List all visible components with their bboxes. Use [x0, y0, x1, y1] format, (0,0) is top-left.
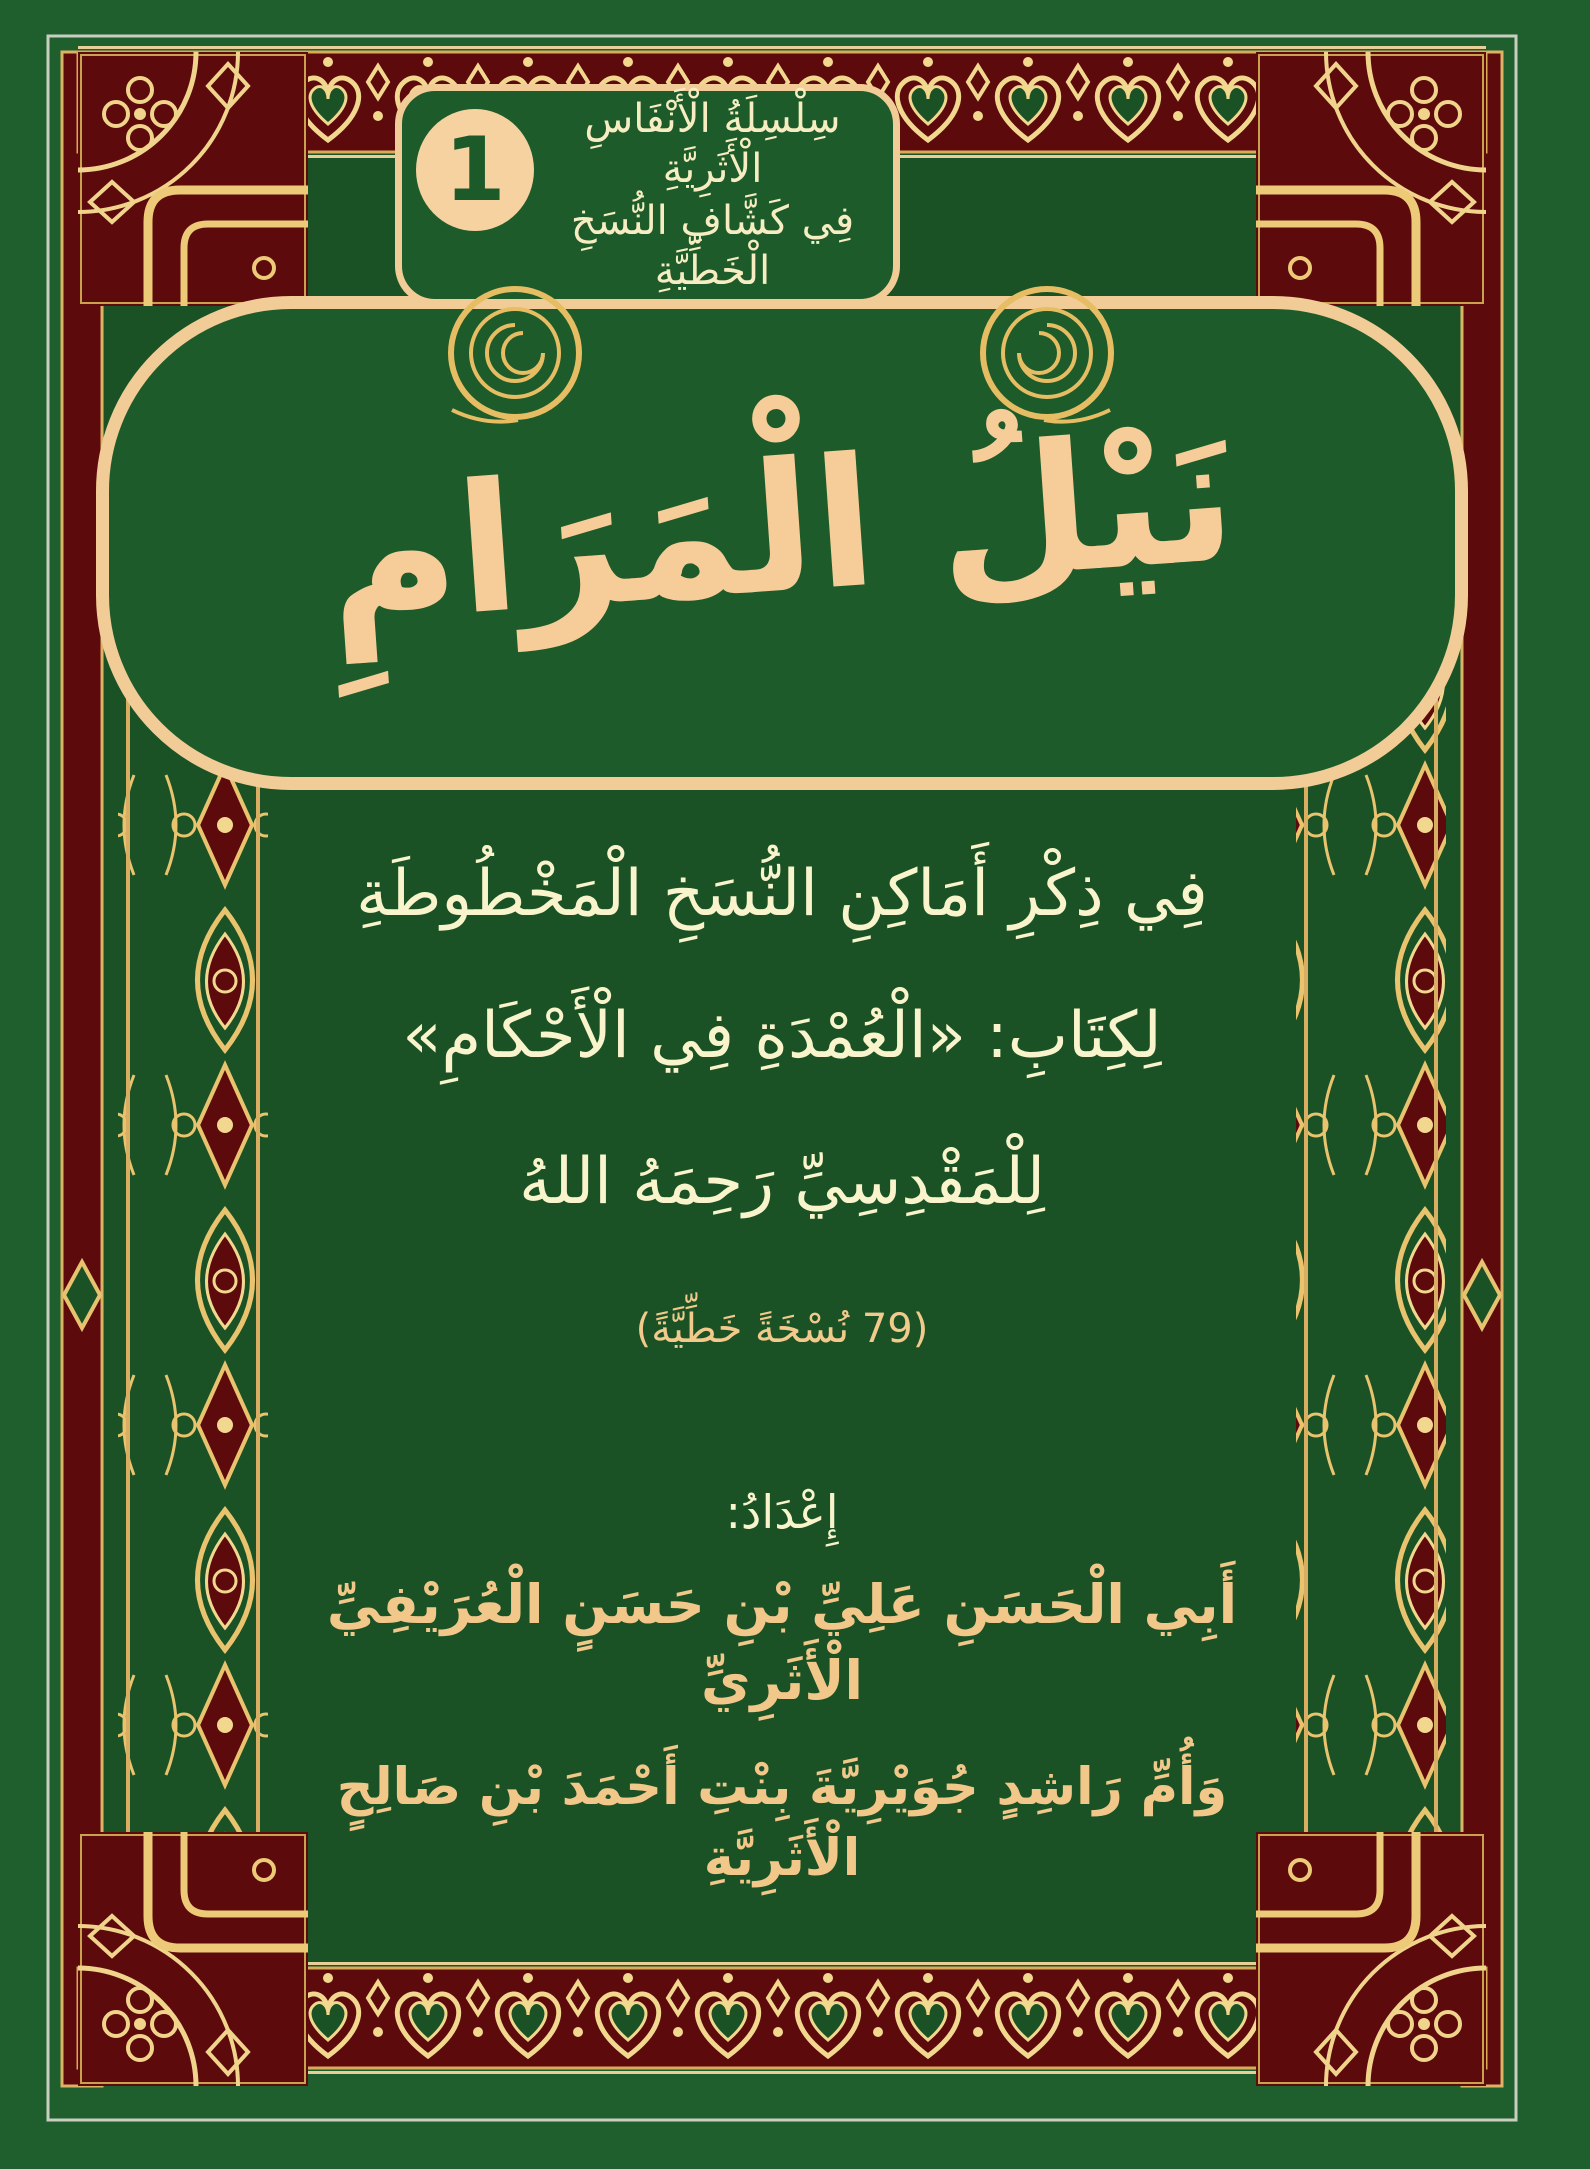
book-title: نَيْلُ الْمَرَامِ	[320, 393, 1242, 664]
subtitle-line-2: لِكِتَابِ: «الْعُمْدَةِ فِي الْأَحْكَامِ»	[402, 999, 1162, 1074]
right-edge-stripe	[1462, 52, 1502, 2086]
left-ornament-column	[118, 640, 268, 2010]
corner-ornament-top-left	[78, 52, 308, 306]
corner-ornament-bottom-right	[1256, 1832, 1486, 2086]
corner-ornament-bottom-left	[78, 1832, 308, 2086]
title-box	[96, 296, 1468, 790]
right-ornament-column	[1296, 640, 1446, 2010]
preparer-name-2: وَأُمِّ رَاشِدٍ جُوَيْرِيَّةَ بِنْتِ أَحْمَدَ بْنِ صَالِحٍ الْأَثَرِيَّةِ	[336, 1757, 1228, 1888]
series-number-badge	[416, 109, 534, 231]
copies-count-note: (79 نُسْخَةً خَطِّيَّةً)	[635, 1306, 929, 1352]
series-number: 1	[444, 118, 506, 221]
preparer-name-1: أَبِي الْحَسَنِ عَلِيِّ بْنِ حَسَنٍ الْعُرَيْفِيِّ الْأَثَرِيِّ	[326, 1573, 1238, 1712]
series-title-line1: سِلْسِلَةُ الْأَنْفَاسِ الْأَثَرِيَّةِ	[584, 95, 841, 192]
subtitle-line-3: لِلْمَقْدِسِيِّ رَحِمَهُ اللهُ	[519, 1145, 1045, 1220]
prepared-by-label: إِعْدَادُ:	[725, 1484, 839, 1539]
left-edge-stripe	[62, 52, 102, 2086]
subtitle-line-1: فِي ذِكْرِ أَمَاكِنِ النُّسَخِ الْمَخْطُوطَةِ	[356, 857, 1208, 932]
corner-ornament-top-right	[1256, 52, 1486, 306]
spiral-ornament-left	[430, 268, 600, 438]
series-title-line2: فِي كَشَّافِ النُّسَخِ الْخَطِّيَّةِ	[570, 198, 855, 295]
spiral-ornament-right	[962, 268, 1132, 438]
